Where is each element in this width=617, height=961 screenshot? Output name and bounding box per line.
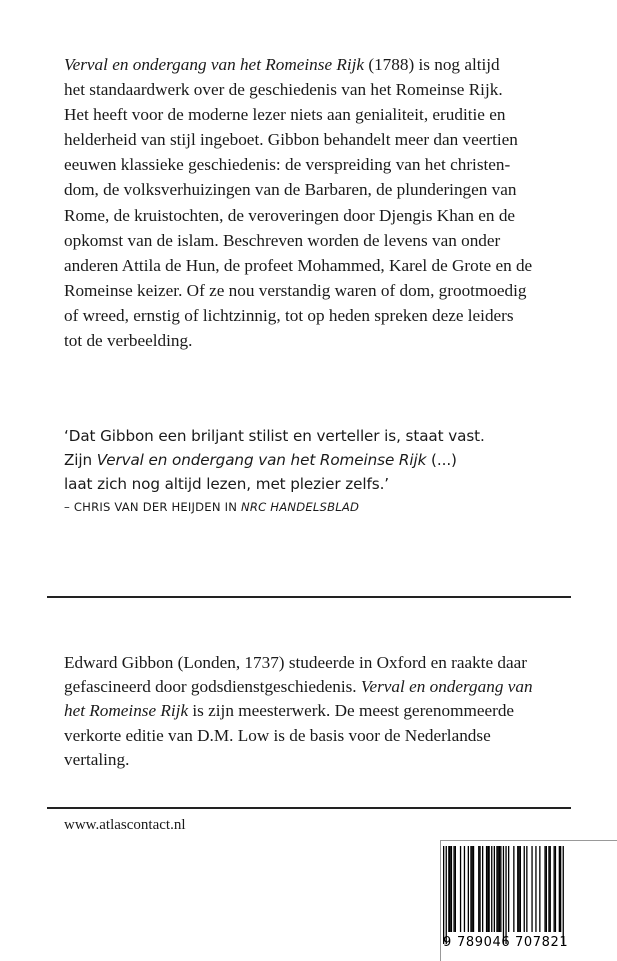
text-segment: of wreed, ernstig of lichtzinnig, tot op heden spreken deze leiders	[64, 305, 514, 325]
text-segment: Het heeft voor de moderne lezer niets aan genialiteit, eruditie en	[64, 105, 506, 125]
barcode-bar	[494, 846, 495, 932]
text-segment: anderen Attila de Hun, de profeet Mohammed, Karel de Grote en de	[64, 255, 533, 275]
barcode-bar	[535, 846, 536, 932]
isbn-barcode	[440, 840, 617, 961]
text-line	[64, 424, 485, 448]
barcode-bar	[486, 846, 487, 932]
barcode-bar	[539, 846, 540, 932]
text-line	[64, 152, 532, 177]
barcode-bar	[555, 846, 556, 932]
barcode-first-digit: 9	[443, 935, 452, 950]
barcode-bar	[455, 846, 456, 932]
barcode-bar	[451, 846, 452, 932]
text-segment: dom, de volksverhuizingen van de Barbaren, de plunderingen van	[64, 180, 517, 200]
text-line	[64, 675, 533, 699]
barcode-bar	[487, 846, 488, 932]
barcode-bar	[470, 846, 471, 932]
barcode-bar	[526, 846, 527, 932]
barcode-bar	[448, 846, 449, 932]
text-line	[64, 77, 532, 102]
text-line	[64, 448, 485, 472]
text-line	[64, 699, 533, 723]
text-segment: helderheid van stijl ingeboet. Gibbon behandelt meer dan veertien	[64, 130, 518, 150]
text-segment: (1788) is nog altijd	[364, 55, 500, 74]
barcode-bar	[518, 846, 519, 932]
text-line	[64, 127, 532, 152]
text-segment: tot de verbeelding.	[64, 331, 193, 351]
divider	[47, 596, 571, 598]
text-line	[64, 651, 533, 675]
barcode-bar	[450, 846, 451, 932]
barcode-bar	[482, 846, 483, 932]
text-line	[64, 303, 532, 328]
barcode-bar	[508, 846, 509, 932]
barcode-bar	[560, 846, 561, 932]
barcode-bar	[548, 846, 549, 932]
barcode-bar	[478, 846, 479, 932]
divider	[47, 807, 571, 809]
text-segment: vertaling.	[64, 749, 130, 769]
barcode-bar	[453, 846, 454, 932]
barcode-bar	[473, 846, 474, 932]
text-segment: Rome, de kruistochten, de veroveringen door Djengis Khan en de	[64, 205, 516, 225]
text-segment: – CHRIS VAN DER HEIJDEN IN	[64, 500, 241, 514]
barcode-bar	[505, 846, 506, 944]
barcode-bar	[499, 846, 500, 932]
quote-text	[64, 424, 485, 496]
barcode-bar	[554, 846, 555, 932]
text-segment: ‘Dat Gibbon een briljant stilist en verteller is, staat vast.	[64, 427, 485, 445]
text-line	[64, 328, 532, 353]
barcode-bar	[496, 846, 497, 932]
barcode-bar	[500, 846, 501, 932]
italic-title-text: NRC HANDELSBLAD	[240, 500, 360, 514]
text-line	[64, 228, 532, 253]
barcode-bar	[491, 846, 492, 932]
barcode-bar	[503, 846, 504, 944]
book-description	[64, 52, 532, 353]
text-line	[64, 748, 533, 772]
barcode-bar	[446, 846, 447, 944]
barcode-bar	[498, 846, 499, 932]
barcode-bar	[443, 846, 444, 944]
text-line	[64, 177, 532, 202]
italic-title-text: het Romeinse Rijk	[64, 701, 189, 721]
publisher-website: www.atlascontact.nl	[64, 817, 186, 833]
barcode-bar	[559, 846, 560, 932]
text-line	[64, 724, 533, 748]
text-line	[64, 278, 532, 303]
text-segment: is zijn meesterwerk. De meest gerenommeerde	[188, 701, 515, 721]
text-segment: gefascineerd door godsdienstgeschiedenis.	[64, 677, 361, 697]
review-quote	[64, 424, 485, 518]
barcode-bar	[563, 846, 564, 944]
italic-title-text: Verval en ondergang van het Romeinse Rijk	[64, 55, 365, 74]
author-bio	[64, 651, 533, 772]
text-line	[64, 472, 485, 496]
barcode-digits-rest: 789046 707821	[457, 935, 569, 950]
text-line	[64, 102, 532, 127]
barcode-bar	[460, 846, 461, 932]
barcode-bar	[513, 846, 514, 932]
text-segment: verkorte editie van D.M. Low is de basis voor de Nederlandse	[64, 725, 491, 745]
text-segment: laat zich nog altijd lezen, met plezier zelfs.’	[64, 475, 390, 493]
barcode-bar	[472, 846, 473, 932]
barcode-bar	[524, 846, 525, 932]
barcode-bar	[468, 846, 469, 932]
quote-attribution	[64, 496, 485, 518]
barcode-bar	[531, 846, 532, 932]
text-segment: opkomst van de islam. Beschreven worden de levens van onder	[64, 230, 501, 250]
barcode-bar	[464, 846, 465, 932]
barcode-bar	[479, 846, 480, 932]
text-line	[64, 52, 532, 77]
text-segment: eeuwen klassieke geschiedenis: de verspreiding van het christen-	[64, 155, 511, 175]
barcode-bar	[550, 846, 551, 932]
text-segment: Romeinse keizer. Of ze nou verstandig waren of dom, grootmoedig	[64, 280, 527, 300]
text-segment: Edward Gibbon (Londen, 1737) studeerde in Oxford en raakte daar	[64, 653, 527, 672]
text-segment: (...)	[426, 451, 457, 469]
barcode-bar	[520, 846, 521, 932]
barcode-bar	[546, 846, 547, 932]
italic-title-text: Verval en ondergang van het Romeinse Rijk	[96, 451, 427, 469]
barcode-bar	[489, 846, 490, 932]
italic-title-text: Verval en ondergang van	[360, 677, 533, 697]
text-line	[64, 253, 532, 278]
text-segment: het standaardwerk over de geschiedenis van het Romeinse Rijk.	[64, 80, 503, 100]
barcode-bar	[517, 846, 518, 932]
text-line	[64, 203, 532, 228]
barcode-bar	[544, 846, 545, 932]
text-segment: Zijn	[64, 451, 97, 469]
barcode-bars	[441, 846, 565, 946]
